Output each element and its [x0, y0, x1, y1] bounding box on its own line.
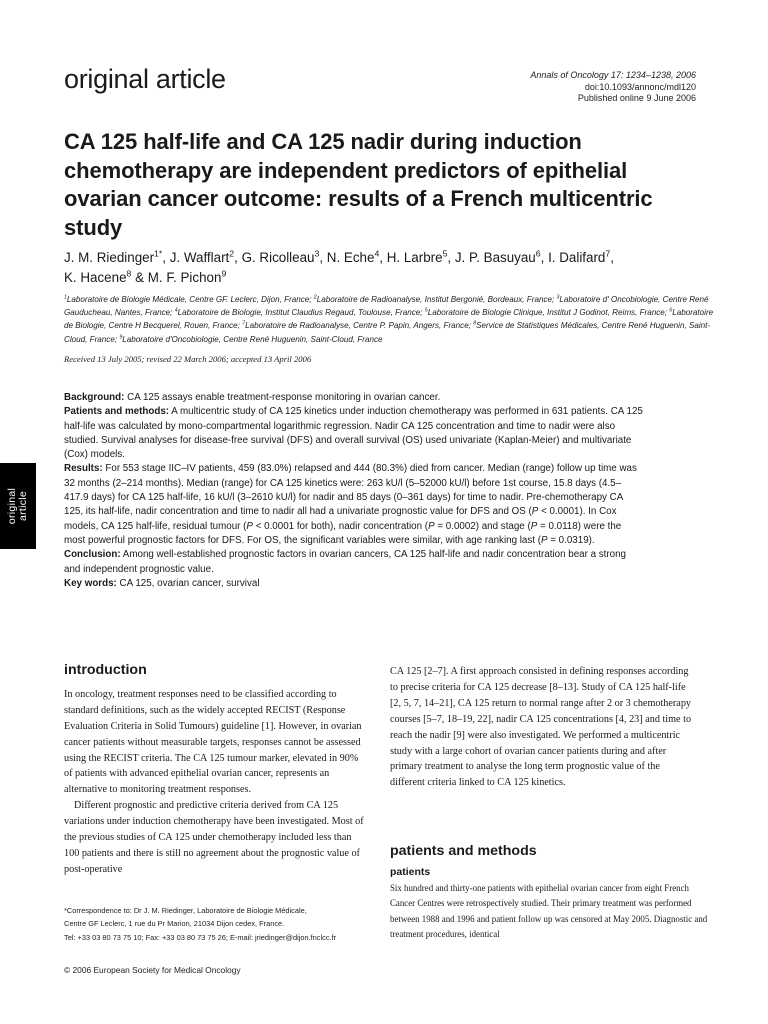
affiliation: Laboratoire de Radioanalyse, Centre P. Papin, Angers, France;	[245, 321, 471, 331]
affiliation-mark: 7	[242, 320, 246, 327]
abstract-text: = 0.0002) and stage (	[434, 520, 531, 532]
affiliation-mark: 4	[174, 307, 178, 314]
introduction-heading: introduction	[64, 662, 147, 678]
affiliation: Laboratoire de Biologie Clinique, Institut J Godinot, Reims, France;	[427, 308, 668, 318]
footnote-line[interactable]: Tel: +33 03 80 73 75 10; Fax: +33 03 80 73 75 26; E-mail: jriedinger@dijon.fnclcc.fr	[64, 932, 337, 942]
keywords: CA 125, ovarian cancer, survival	[119, 577, 260, 589]
side-tab-label	[7, 488, 29, 524]
author-affiliation-mark: 5	[442, 248, 448, 259]
paragraph: Six hundred and thirty-one patients with epithelial ovarian cancer from eight French Cancer Centres were retrospectively studied. Their primary treatment was performed between 1988 and 1996 and patient follow up was censored at May 2005. Diagnostic and treatment procedures, identical	[390, 883, 708, 940]
affiliation: Service de Statistiques Médicales, Centre René Huguenin, Saint-Cloud, France;	[64, 321, 711, 344]
patients-subheading: patients	[390, 866, 431, 878]
affiliation-mark: 2	[313, 294, 317, 301]
section-side-tab	[0, 463, 36, 549]
affiliation: Laboratoire de Biologie Médicale, Centre GF. Leclerc, Dijon, France;	[66, 295, 312, 304]
author: J. P. Basuyau	[454, 250, 536, 265]
author: J. Wafflart	[169, 250, 230, 265]
journal-metadata	[530, 70, 696, 105]
doi[interactable]: doi:10.1093/annonc/mdl120	[584, 81, 696, 92]
abstract-text: For 553 stage IIC–IV patients, 459 (83.0%) relapsed and 444 (80.3%) died from cancer. Median (range) follow up time was 32 months (2–214 months). Median (range) for CA 125 kinetics were: 263 kU/l (5–52000 kU/l) before 1st course, 15.8 days (4.5–417.9 days) for CA 125 half-life, 16 kU/l (3–2610 kU/l) for nadir and 85 days (0–361 days) for time to nadir. Pre-chemotherapy CA 125, its half-life, nadir concentration and time to nadir all had a univariate prognostic value for DFS and OS (	[64, 463, 637, 518]
p-value-symbol: P	[540, 534, 548, 546]
p-value-symbol: P	[428, 520, 435, 532]
abstract-text: < 0.0001). In Cox models, CA 125 half-life, residual tumour (	[64, 506, 617, 532]
body-column-right-lower	[390, 881, 708, 943]
affiliation-mark: 9	[119, 333, 123, 340]
affiliation: Laboratoire de Biologie, Institut Claudius Regaud, Toulouse, France;	[177, 308, 423, 318]
correspondence-footnote	[64, 904, 374, 944]
copyright: © 2006 European Society for Medical Oncology	[64, 965, 241, 975]
received-dates: Received 13 July 2005; revised 22 March 2006; accepted 13 April 2006	[64, 354, 312, 364]
affiliation: Laboratoire d'Oncobiologie, Centre René Huguenin, Saint-Cloud, France	[122, 334, 383, 344]
footnote-line: Centre GF Leclerc, 1 rue du Pr Marion, 21034 Dijon cedex, France.	[64, 919, 285, 929]
section-label: original article	[64, 64, 226, 94]
author-affiliation-mark: 4	[374, 248, 380, 259]
abstract-text: CA 125 assays enable treatment-response monitoring in ovarian cancer.	[127, 392, 441, 403]
author: I. Dalifard	[548, 250, 606, 265]
paragraph: In oncology, treatment responses need to be classified according to standard definitions, such as the widely accepted RECIST (Response Evaluation Criteria in Solid Tumours) guideline [1]. However, in ovarian cancer patients without measurable targets, responses cannot be assessed using the RECIST criteria. The CA 125 tumour marker, elevated in 90% of patients with advanced epithelial ovarian cancer, represents an alternative to monitoring treatment responses.	[64, 688, 362, 796]
author: J. M. Riedinger	[64, 250, 155, 265]
body-column-right	[390, 664, 694, 791]
p-value-symbol: P	[530, 520, 538, 532]
body-column-left	[64, 663, 368, 878]
author: H. Larbre	[386, 250, 443, 265]
author-affiliation-mark: 3	[314, 248, 320, 259]
author-affiliation-mark: 2	[229, 248, 235, 259]
abstract-label: Key words:	[64, 577, 117, 589]
abstract-background	[64, 391, 644, 405]
author: M. F. Pichon	[147, 270, 222, 285]
p-value-symbol: P	[246, 520, 253, 532]
abstract-patients-methods	[64, 405, 644, 462]
side-tab-line: article	[17, 490, 29, 522]
abstract-text: A multicentric study of CA 125 kinetics under induction chemotherapy was performed in 631 patients. CA 125 half-life was calculated by mono-compartmental logarithmic regression. Nadir CA 125 concentration and time to nadir were also studied. Survival analyses for disease-free survival (DFS) and overall survival (OS) used univariate (Kaplan-Meier) and multivariate (Cox) models.	[64, 406, 643, 461]
abstract-label: Background:	[64, 392, 125, 403]
abstract	[64, 391, 644, 591]
abstract-results	[64, 462, 644, 548]
author-affiliation-mark: 1*	[154, 248, 163, 259]
side-tab-line: original	[6, 487, 18, 525]
abstract-conclusion	[64, 548, 644, 577]
author: K. Hacene	[64, 270, 127, 285]
author: N. Eche	[326, 250, 375, 265]
affiliation-mark: 1	[64, 294, 67, 301]
author-affiliation-mark: 8	[126, 268, 132, 279]
paragraph: Different prognostic and predictive criteria derived from CA 125 variations under induction chemotherapy have been investigated. Most of the previous studies of CA 125 under chemotherapy included less than 100 patients and there is still no agreement about the prognostic value of post-operative	[64, 800, 364, 875]
author-list: J. M. Riedinger$^{1*}$, J. Wafflart$^2$, G. Ricolleau$^3$, N. Eche$^4$, H. Larbre$^5$, J. P. Basuyau$^6$, I. Dalifard$^7$, K. Hacene$^8$ & M. F. Pichon$^9$	[64, 248, 614, 285]
abstract-text: Among well-established prognostic factors in ovarian cancers, CA 125 half-life and nadir concentration bear a strong and independent prognostic value.	[64, 549, 626, 575]
published-date: Published online 9 June 2006	[577, 93, 696, 103]
article-title: CA 125 half-life and CA 125 nadir during induction chemotherapy are independent predictors of epithelial ovarian cancer outcome: results of a French multicentric study	[64, 129, 653, 240]
abstract-keywords	[64, 577, 644, 591]
affiliation-mark: 3	[556, 294, 560, 301]
author: G. Ricolleau	[241, 250, 315, 265]
affiliation-mark: 8	[473, 320, 477, 327]
patients-methods-heading: patients and methods	[390, 843, 537, 859]
abstract-text: < 0.0001 for both), nadir concentration (	[252, 520, 429, 532]
abstract-label: Patients and methods:	[64, 406, 170, 418]
affiliation: Laboratoire de Biologie, Centre H Becquerel, Rouen, France;	[64, 308, 714, 331]
author-affiliation-mark: 9	[221, 268, 227, 279]
affiliation-mark: 6	[669, 307, 673, 314]
author-affiliation-mark: 7	[605, 248, 611, 259]
footnote-line: *Correspondence to: Dr J. M. Riedinger, Laboratoire de Biologie Médicale,	[64, 906, 307, 915]
affiliation-mark: 5	[424, 307, 428, 314]
paragraph: CA 125 [2–7]. A first approach consisted in defining responses according to precise criteria for CA 125 decrease [8–13]. Study of CA 125 half-life [2, 5, 7, 14–21], CA 125 return to normal range after 2 or 3 chemotherapy courses [5–7, 18–19, 22], nadir CA 125 concentrations [4, 23] and time to reach the nadir [9] were also investigated. We performed a multicentric study with a large cohort of ovarian cancer patients during and after primary treatment to analyse the long term prognostic value of the different criteria linked to CA 125 kinetics.	[390, 666, 692, 789]
affiliation: Laboratoire d' Oncobiologie, Centre René Gauducheau, Nantes, France;	[64, 295, 709, 318]
abstract-label: Conclusion:	[64, 549, 121, 561]
author-affiliation-mark: 6	[535, 248, 541, 259]
affiliation: Laboratoire de Radioanalyse, Institut Bergonié, Bordeaux, France;	[316, 295, 555, 304]
journal-citation: Annals of Oncology 17: 1234–1238, 2006	[530, 70, 696, 80]
abstract-text: = 0.0118) were the most powerful prognostic factors for DFS. For OS, the significant variables were similar, with age ranking last (	[64, 520, 622, 546]
p-value-symbol: P	[531, 506, 539, 518]
abstract-label: Results:	[64, 463, 103, 475]
abstract-text: = 0.0319).	[547, 534, 595, 546]
affiliations	[64, 293, 714, 346]
